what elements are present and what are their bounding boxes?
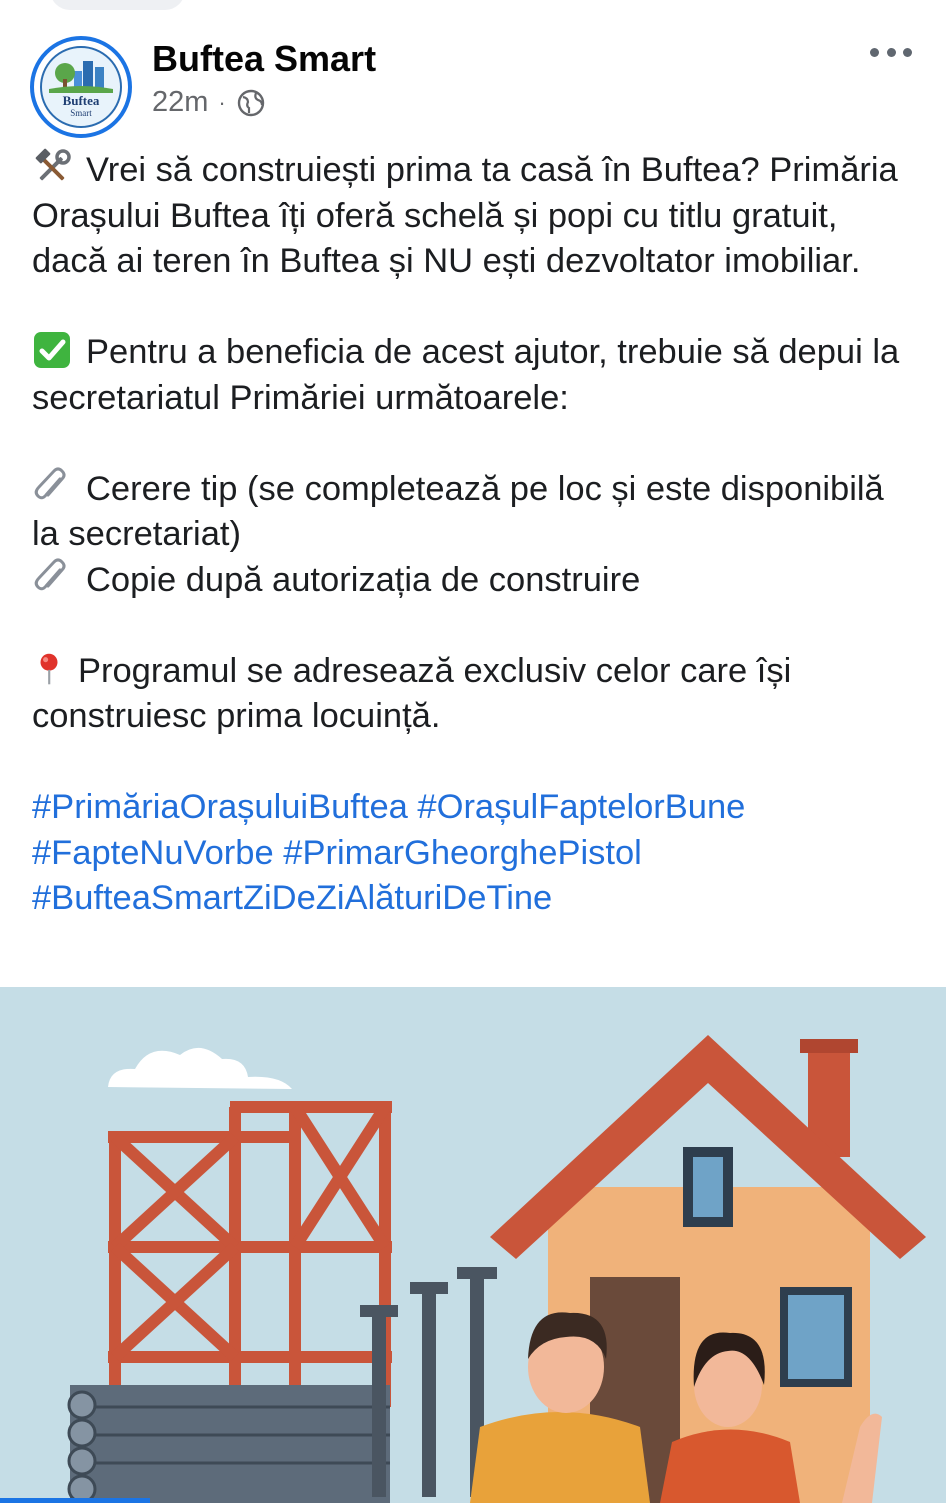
round-pushpin-icon [32,649,66,689]
hashtag-link[interactable]: #FapteNuVorbe [32,833,274,872]
buftea-smart-logo-icon [39,45,123,129]
pipes-shape [69,1385,390,1503]
hashtags [32,785,912,922]
more-dot-icon [903,48,912,57]
list-item-request [32,467,912,558]
post-text [32,148,912,922]
avatar[interactable] [30,36,132,138]
list-item-request-text: Cerere tip (se completează pe loc și este disponibilă la secretariat) [32,469,884,553]
house-scaffold-illustration [0,987,946,1503]
meta-separator: · [218,89,226,115]
paragraph-intro-text: Vrei să construiești prima ta casă în Buftea? Primăria Orașului Buftea îți oferă schelă și popi cu titlu gratuit, dacă ai teren în Buftea și NU ești dezvoltator imobiliar. [32,151,898,280]
paragraph-requirements [32,330,912,421]
check-mark-button-icon [32,330,72,370]
page-name-link[interactable]: Buftea Smart [152,38,377,79]
more-dot-icon [870,48,879,57]
paragraph-intro [32,148,912,285]
list-item-authorization [32,558,912,604]
post-image[interactable] [0,987,946,1503]
hammer-and-wrench-icon [32,148,72,188]
hashtag-link[interactable]: #BufteaSmartZiDeZiAlăturiDeTine [32,879,553,917]
hashtag-link[interactable]: #OrașulFaptelorBune [417,788,746,826]
paragraph-program [32,649,912,740]
logo-text-smart: Smart [70,108,92,118]
logo-text-buftea: Buftea [62,93,100,108]
paragraph-program-text: Programul se adresează exclusiv celor care își construiesc prima locuință. [32,651,792,735]
hashtag-link[interactable]: #PrimarGheorghePistol [283,833,642,872]
previous-post-edge [50,0,185,10]
paperclip-icon [32,467,72,507]
list-item-authorization-text: Copie după autorizația de construire [86,560,641,599]
more-options-button[interactable] [870,40,912,64]
post-time[interactable]: 22m [152,86,209,118]
paperclip-icon [32,558,72,598]
post-meta [152,86,266,119]
more-dot-icon [887,48,896,57]
hashtag-link[interactable]: #PrimăriaOrașuluiBuftea [32,788,408,826]
globe-icon[interactable] [236,88,266,118]
video-progress-bar [0,1498,150,1503]
paragraph-requirements-text: Pentru a beneficia de acest ajutor, trebuie să depui la secretariatul Primăriei următoarele: [32,333,900,417]
